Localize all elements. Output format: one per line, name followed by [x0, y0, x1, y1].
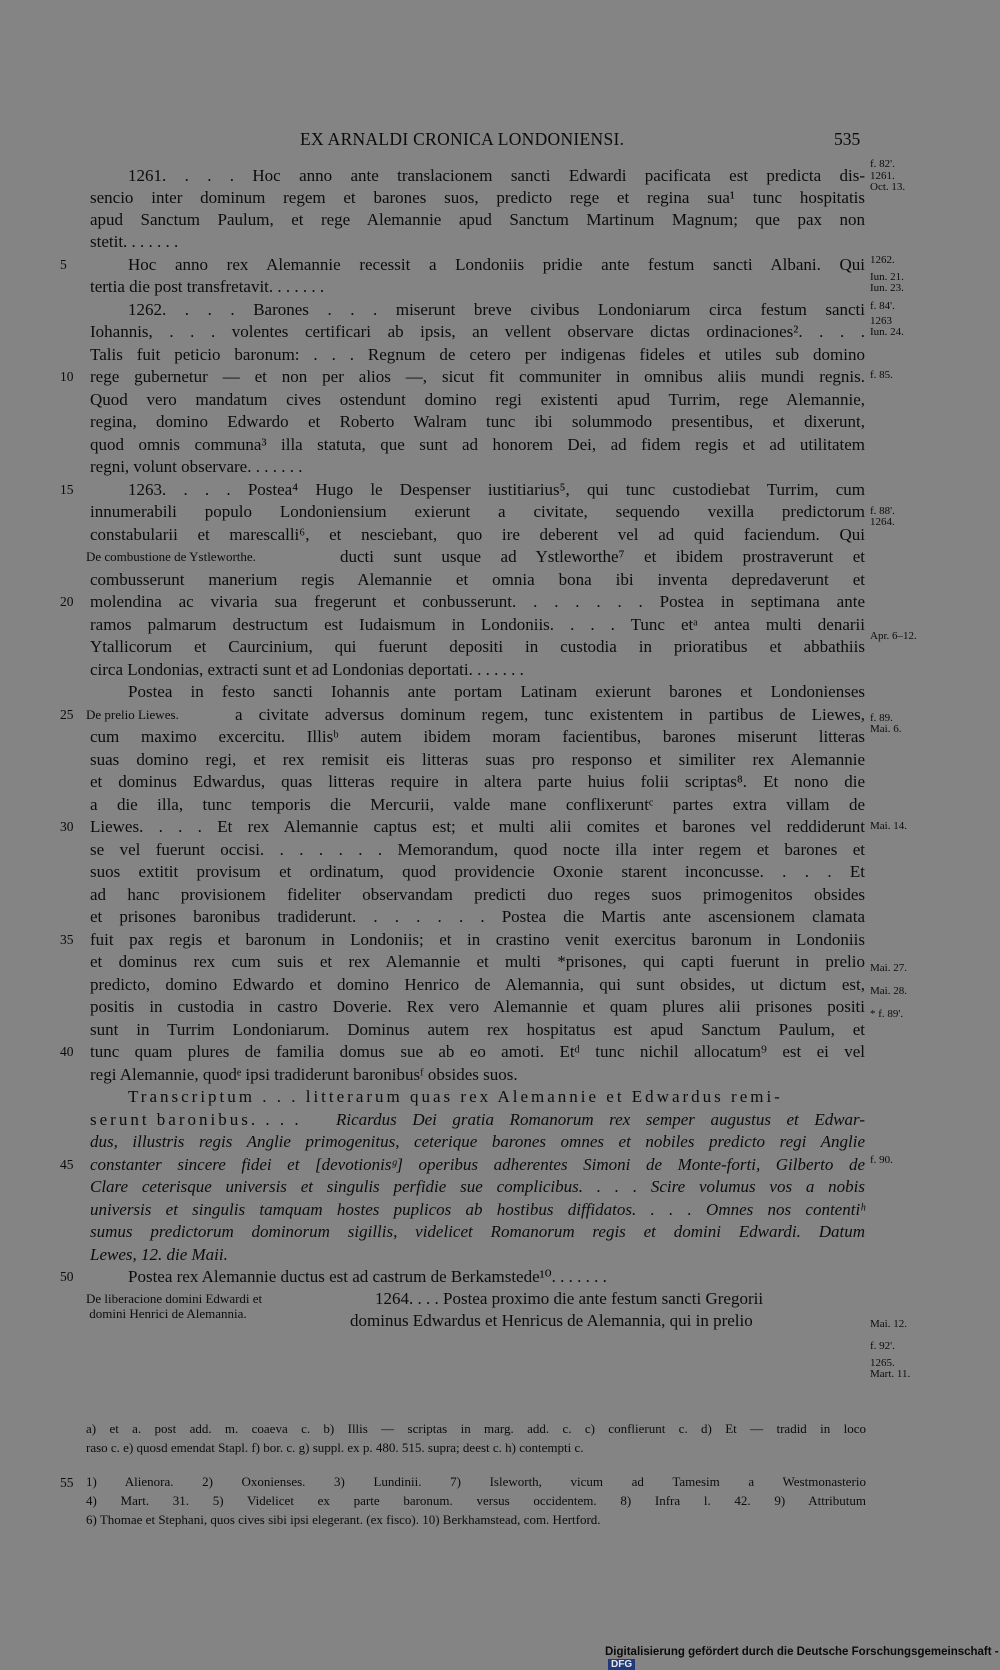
side-note: De liberacione domini Edwardi et domini Henrici de Alemannia. — [86, 1291, 263, 1321]
margin-note: 1265. Mart. 11. — [870, 1357, 911, 1380]
text-line: Hoc anno rex Alemannie recessit a Londoniis pridie ante festum sancti Albani. Qui — [128, 255, 865, 274]
text-line: tunc quam plures de familia domus sue ab eo amoti. Etᵈ tunc nichil allocatum⁹ est ei vel — [90, 1042, 865, 1061]
line-number: 25 — [60, 707, 74, 722]
line-number: 35 — [60, 932, 74, 947]
footnote-line: 6) Thomae et Stephani, quos cives sibi ipsi elegerant. (ex fisco). 10) Berkhamstead, com. Hertford. — [86, 1512, 601, 1527]
text-line: et dominus Edwardus, quas litteras require in altera parte huius folii scriptas⁸. Et nono die — [90, 772, 865, 791]
margin-note: Mai. 12. — [870, 1318, 907, 1330]
line-number: 40 — [60, 1044, 74, 1059]
margin-note: f. 82'. — [870, 158, 895, 170]
running-title: EX ARNALDI CRONICA LONDONIENSI. — [300, 129, 625, 149]
margin-note: f. 84'. — [870, 300, 895, 312]
line-number: 10 — [60, 369, 74, 384]
text-line: se vel fuerunt occisi. . . . . . . Memorandum, quod nocte illa inter regem et barones et — [90, 840, 865, 859]
italic-line: dus, illustris regis Anglie primogenitus, ceterique barones omnes et nobiles predicto regi Anglie — [90, 1132, 865, 1151]
text-line: positis in custodia in castro Doverie. Rex vero Alemannie et quam plures alii prisones positi — [90, 997, 865, 1016]
text-line: 1264. . . . Postea proximo die ante festum sancti Gregorii — [375, 1289, 764, 1308]
text-line: rege gubernetur — et non per alios —, sicut fit communiter in omnibus aliis mundi regnis. — [90, 367, 865, 386]
text-line: constabularii et marescalli⁶, et nesciebant, quo ire deberent vel ad quid faciendum. Qui — [90, 525, 865, 544]
text-line: stetit. . . . . . . — [90, 232, 179, 251]
text-line: fuit pax regis et baronum in Londoniis; et in crastino venit exercitus baronum in Londoniis — [90, 930, 865, 949]
italic-line: constanter sincere fidei et [devotionisᵍ] operibus adherentes Simoni de Monte-forti, Gilberto de — [90, 1155, 865, 1174]
text-line: cum maximo excercitu. Illisᵇ autem ibidem moram facientibus, barones miserunt litteras — [90, 727, 865, 746]
text-line: circa Londonias, extracti sunt et ad Londonias deportati. . . . . . . — [90, 660, 524, 679]
text-line: ad hanc provisionem fideliter observandam predicti duo reges suos primogenitos obsides — [90, 885, 865, 904]
margin-note: Mai. 14. — [870, 820, 907, 832]
text-line: 1262. . . . Barones . . . miserunt breve civibus Londoniarum circa festum sancti — [128, 300, 865, 319]
text-line: 1263. . . . Postea⁴ Hugo le Despenser iustitiarius⁵, qui tunc custodiebat Turrim, cum — [128, 480, 865, 499]
text-line: regi Alemannie, quodᵉ ipsi tradiderunt baronibusᶠ obsides suos. — [90, 1065, 518, 1084]
line-number: 50 — [60, 1269, 74, 1284]
text-line: Ytallicorum et Caurcinium, qui fuerunt depositi in custodia in prioratibus et abbathiis — [90, 637, 865, 656]
text-line: Iohannis, . . . volentes certificari ab ipsis, an vellent observare dictas ordinaciones². . . . — [90, 322, 865, 341]
transcript-heading: serunt baronibus. . . . — [90, 1110, 302, 1129]
text-line: combusserunt manerium regis Alemannie et omnia bona ibi inventa depredaverunt et — [90, 570, 865, 589]
footer-text: Digitalisierung gefördert durch die Deutsche Forschungsgemeinschaft - — [605, 1646, 999, 1658]
margin-note: 1263 Iun. 24. — [870, 315, 904, 338]
text-line: sencio inter dominum regem et barones suos, predicto rege et regina sua¹ tunc hospitatis — [90, 188, 865, 207]
text-line: a civitate adversus dominum regem, tunc existentem in partibus de Liewes, — [235, 705, 865, 724]
margin-note: Mai. 27. — [870, 962, 907, 974]
text-line: et prisones baronibus tradiderunt. . . . . . . Postea die Martis ante ascensionem clamata — [90, 907, 865, 926]
italic-line: universis et singulis tamquam hostes puplicos ab hostibus diffidatos. . . . Omnes nos contentiʰ — [90, 1200, 865, 1219]
margin-note: Apr. 6–12. — [870, 630, 917, 642]
footnote-line: raso c. e) quosd emendat Stapl. f) bor. c. g) suppl. ex p. 480. 515. supra; deest c. h) contempti c. — [86, 1440, 584, 1455]
text-line: Liewes. . . . Et rex Alemannie captus est; et multi alii comites et barones vel reddiderunt — [90, 817, 865, 836]
side-note: De combustione de Ystleworthe. — [86, 549, 256, 564]
margin-note: 1261. Oct. 13. — [870, 170, 906, 193]
text-line: Postea in festo sancti Iohannis ante portam Latinam exierunt barones et Londonienses — [128, 682, 865, 701]
italic-line: Lewes, 12. die Maii. — [90, 1245, 228, 1264]
text-line: tertia die post transfretavit. . . . . . . — [90, 277, 325, 296]
text-line: et dominus rex cum suis et rex Alemannie et multi *prisones, qui capti fuerunt in prelio — [90, 952, 865, 971]
text-line: ramos palmarum destructum est Iudaismum in Londoniis. . . . Tunc etᵃ antea multi denarii — [90, 615, 865, 634]
footnote-line: 1) Alienora. 2) Oxonienses. 3) Lundinii. 7) Isleworth, vicum ad Tamesim a Westmonasterio — [86, 1474, 866, 1489]
text-line: apud Sanctum Paulum, et rege Alemannie apud Sanctum Martinum Magnum; que pax non — [90, 210, 865, 229]
dfg-logo: DFG — [608, 1659, 635, 1670]
text-line: regni, volunt observare. . . . . . . — [90, 457, 303, 476]
text-line: innumerabili populo Londoniensium exierunt a civitate, sequendo vexilla predictorum — [90, 502, 865, 521]
text-line: sunt in Turrim Londoniarum. Dominus autem rex hospitatus est apud Sanctum Paulum, et — [90, 1020, 865, 1039]
text-line: Postea rex Alemannie ductus est ad castrum de Berkamstede¹⁰. . . . . . . — [128, 1267, 607, 1286]
text-line: dominus Edwardus et Henricus de Alemannia, qui in prelio — [350, 1311, 753, 1330]
margin-note: f. 89. Mai. 6. — [870, 712, 902, 735]
text-line: predicto, domino Edwardo et domino Henrico de Alemannia, qui sunt obsides, ut dictum est, — [90, 975, 865, 994]
margin-note: Mai. 28. — [870, 985, 907, 997]
line-number: 45 — [60, 1157, 74, 1172]
line-number: 5 — [60, 257, 67, 272]
footnote-line: a) et a. post add. m. coaeva c. b) Illis — scriptas in marg. add. c. c) conflierunt c. d) Et — tradid in loco — [86, 1421, 866, 1436]
margin-note: * f. 89'. — [870, 1008, 904, 1020]
text-line: molendina ac vivaria sua fregerunt et conbusserunt. . . . . . . Postea in septimana ante — [90, 592, 865, 611]
text-line: 1261. . . . Hoc anno ante translacionem sancti Edwardi pacificata est predicta dis- — [128, 166, 865, 185]
italic-line: sumus predictorum dominorum sigillis, videlicet Romanorum regis et domini Edwardi. Datum — [90, 1222, 865, 1241]
margin-note: f. 90. — [870, 1154, 893, 1166]
line-number: 55 — [60, 1475, 74, 1490]
line-number: 30 — [60, 819, 74, 834]
margin-note: f. 88'. 1264. — [870, 505, 895, 528]
text-line: regina, domino Edwardo et Roberto Walram tunc ibi solummodo presentibus, et dixerunt, — [90, 412, 865, 431]
text-line: quod omnis communa³ illa statuta, que sunt ad honorem Dei, ad fidem regis et ad utilitatem — [90, 435, 865, 454]
footnote-line: 4) Mart. 31. 5) Videlicet ex parte baronum. versus occidentem. 8) Infra l. 42. 9) Attributum — [86, 1493, 866, 1508]
margin-note: f. 92'. — [870, 1340, 895, 1352]
page-number: 535 — [834, 129, 861, 149]
margin-note: Iun. 21. Iun. 23. — [870, 271, 904, 294]
italic-line: Clare ceterisque universis et singulis perfidie sue complicibus. . . . Scire volumus vos a nobis — [90, 1177, 865, 1196]
margin-note: f. 85. — [870, 369, 893, 381]
digitization-footer — [605, 1646, 1000, 1670]
text-line: Quod vero mandatum cives ostendunt domino regi existenti apud Turrim, rege Alemannie, — [90, 390, 865, 409]
line-number: 20 — [60, 594, 74, 609]
text-line: suos extitit provisum et ordinatum, quod providencie Oxonie starent inconcusse. . . . Et — [90, 862, 865, 881]
text-line: suas domino regi, et rex remisit eis litteras suas pro responso et similiter rex Alemannie — [90, 750, 865, 769]
text-line: Talis fuit peticio baronum: . . . Regnum de cetero per indigenas fideles et utiles sub domino — [90, 345, 865, 364]
transcript-heading: Transcriptum . . . litterarum quas rex Alemannie et Edwardus remi- — [128, 1087, 783, 1106]
italic-line: Ricardus Dei gratia Romanorum rex semper augustus et Edwar- — [336, 1110, 865, 1129]
side-note: De prelio Liewes. — [86, 707, 179, 722]
margin-note: 1262. — [870, 254, 895, 266]
line-number: 15 — [60, 482, 74, 497]
text-line: ducti sunt usque ad Ystleworthe⁷ et ibidem prostraverunt et — [340, 547, 865, 566]
text-line: a die illa, tunc temporis die Mercurii, valde mane conflixeruntᶜ partes extra villam de — [90, 795, 865, 814]
